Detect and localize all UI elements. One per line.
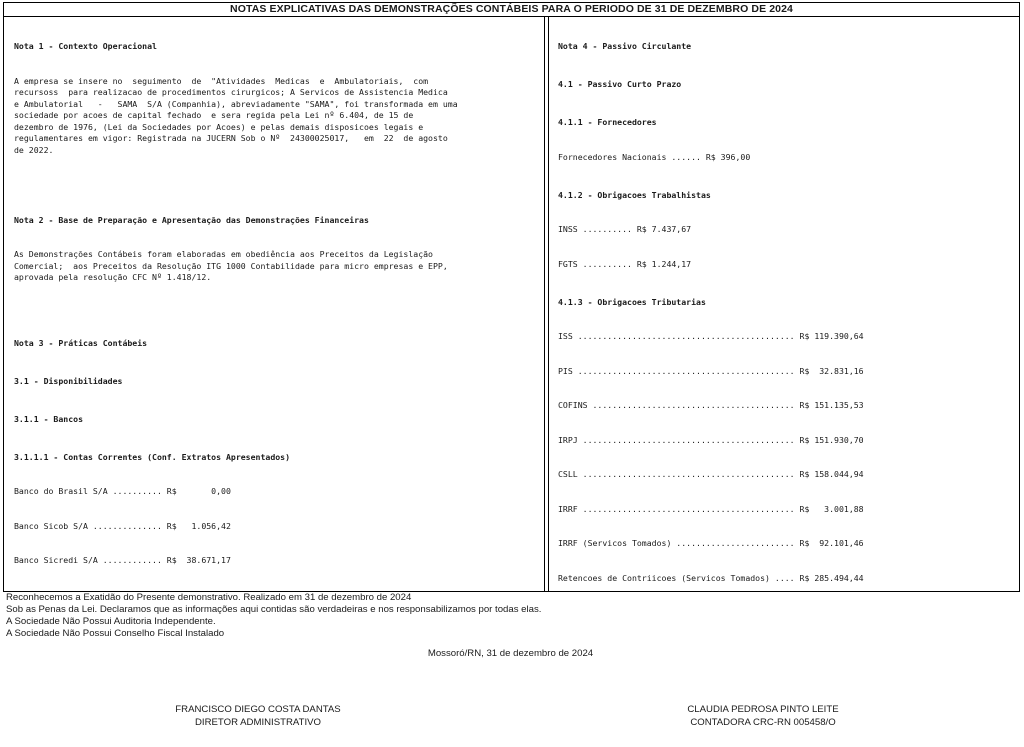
section-4-1: 4.1 - Passivo Curto Prazo [558,79,682,90]
declaration-line: Sob as Penas da Lei. Declaramos que as informações aqui contidas são verdadeiras e nos responsabilizamos por todas elas. [6,604,542,615]
section-4-1-2: 4.1.2 - Obrigacoes Trabalhistas [558,189,711,200]
signature-director [153,704,363,729]
section-3-1: 3.1 - Disponibilidades [14,375,123,386]
nota1-text: A empresa se insere no seguimento de "Atividades Medicas e Ambulatoriais, com recursoss para realizacao de procedimentos cirurgicos; A Servicos de Assistencia Medica e Ambulatorial - SAMA S/A (Companhia), abreviadamente "SAMA", foi transformada em uma sociedade por acoes de capital fechado e sera regida pela Lei nº 6.404, de 15 de dezembro de 1976, (Lei da Sociedades por Acoes) e pelas demais disposicoes legais e regulamentares em vigor: Registrada na JUCERN Sob o Nº 24300025017, em 22 de agosto de 2022. [14,75,458,155]
tax-obligation-line: IRRF (Servicos Tomados) ........................ R$ 92.101,46 [558,538,864,549]
tax-obligation-line: IRPJ ........................................... R$ 151.930,70 [558,434,864,445]
tax-obligation-line: ISS ............................................ R$ 119.390,64 [558,331,864,342]
tax-obligation-line: COFINS ......................................... R$ 151.135,53 [558,400,864,411]
notes-frame [3,16,1020,592]
section-4-1-3: 4.1.3 - Obrigacoes Tributarias [558,296,706,307]
tax-obligation-line: Retencoes de Contriicoes (Servicos Tomados) .... R$ 285.494,44 [558,572,864,583]
document-title: NOTAS EXPLICATIVAS DAS DEMONSTRAÇÕES CONTÁBEIS PARA O PERIODO DE 31 DE DEZEMBRO DE 2024 [3,2,1020,17]
nota2-text: As Demonstrações Contábeis foram elaboradas em obediência aos Preceitos da Legislação Comercial; aos Preceitos da Resolução ITG 1000 Contabilidade para micro empresas e EPP, aprovada pela resolução CFC Nº 1.418/12. [14,249,448,283]
section-3-1-1-1: 3.1.1.1 - Contas Correntes (Conf. Extratos Apresentados) [14,451,291,462]
section-3-1-1: 3.1.1 - Bancos [14,413,84,424]
document-page [3,2,1020,742]
labor-obligation-line: INSS .......... R$ 7.437,67 [558,224,692,235]
labor-obligation-line: FGTS .......... R$ 1.244,17 [558,258,692,269]
declaration-block [6,592,1021,640]
nota2-title: Nota 2 - Base de Preparação e Apresentação das Demonstrações Financeiras [14,214,369,225]
bank-line: Banco Sicredi S/A ............ R$ 38.671,17 [14,555,231,566]
suppliers-line: Fornecedores Nacionais ...... R$ 396,00 [558,151,751,162]
bank-line: Banco Sicob S/A .............. R$ 1.056,42 [14,520,231,531]
nota4-title: Nota 4 - Passivo Circulante [558,41,692,51]
declaration-line: A Sociedade Não Possui Auditoria Independente. [6,616,216,627]
bank-line: Banco do Brasil S/A .......... R$ 0,00 [14,486,231,497]
left-column [4,16,545,591]
nota3-title: Nota 3 - Práticas Contábeis [14,337,148,348]
signature-accountant [658,704,868,729]
signatory-role: CONTADORA CRC-RN 005458/O [690,716,836,728]
tax-obligation-line: PIS ............................................ R$ 32.831,16 [558,365,864,376]
place-date: Mossoró/RN, 31 de dezembro de 2024 [427,648,594,659]
right-column [548,16,1019,591]
tax-obligation-line: IRRF ........................................... R$ 3.001,88 [558,503,864,514]
declaration-line: Reconhecemos a Exatidão do Presente demonstrativo. Realizado em 31 de dezembro de 2024 [6,592,412,603]
tax-obligation-line: CSLL ........................................... R$ 158.044,94 [558,469,864,480]
signatory-name: FRANCISCO DIEGO COSTA DANTAS [175,704,341,715]
signatory-role: DIRETOR ADMINISTRATIVO [195,716,321,728]
signatory-name: CLAUDIA PEDROSA PINTO LEITE [687,704,839,715]
section-4-1-1: 4.1.1 - Fornecedores [558,117,657,128]
nota1-title: Nota 1 - Contexto Operacional [14,41,157,51]
declaration-line: A Sociedade Não Possui Conselho Fiscal Instalado [6,628,225,639]
